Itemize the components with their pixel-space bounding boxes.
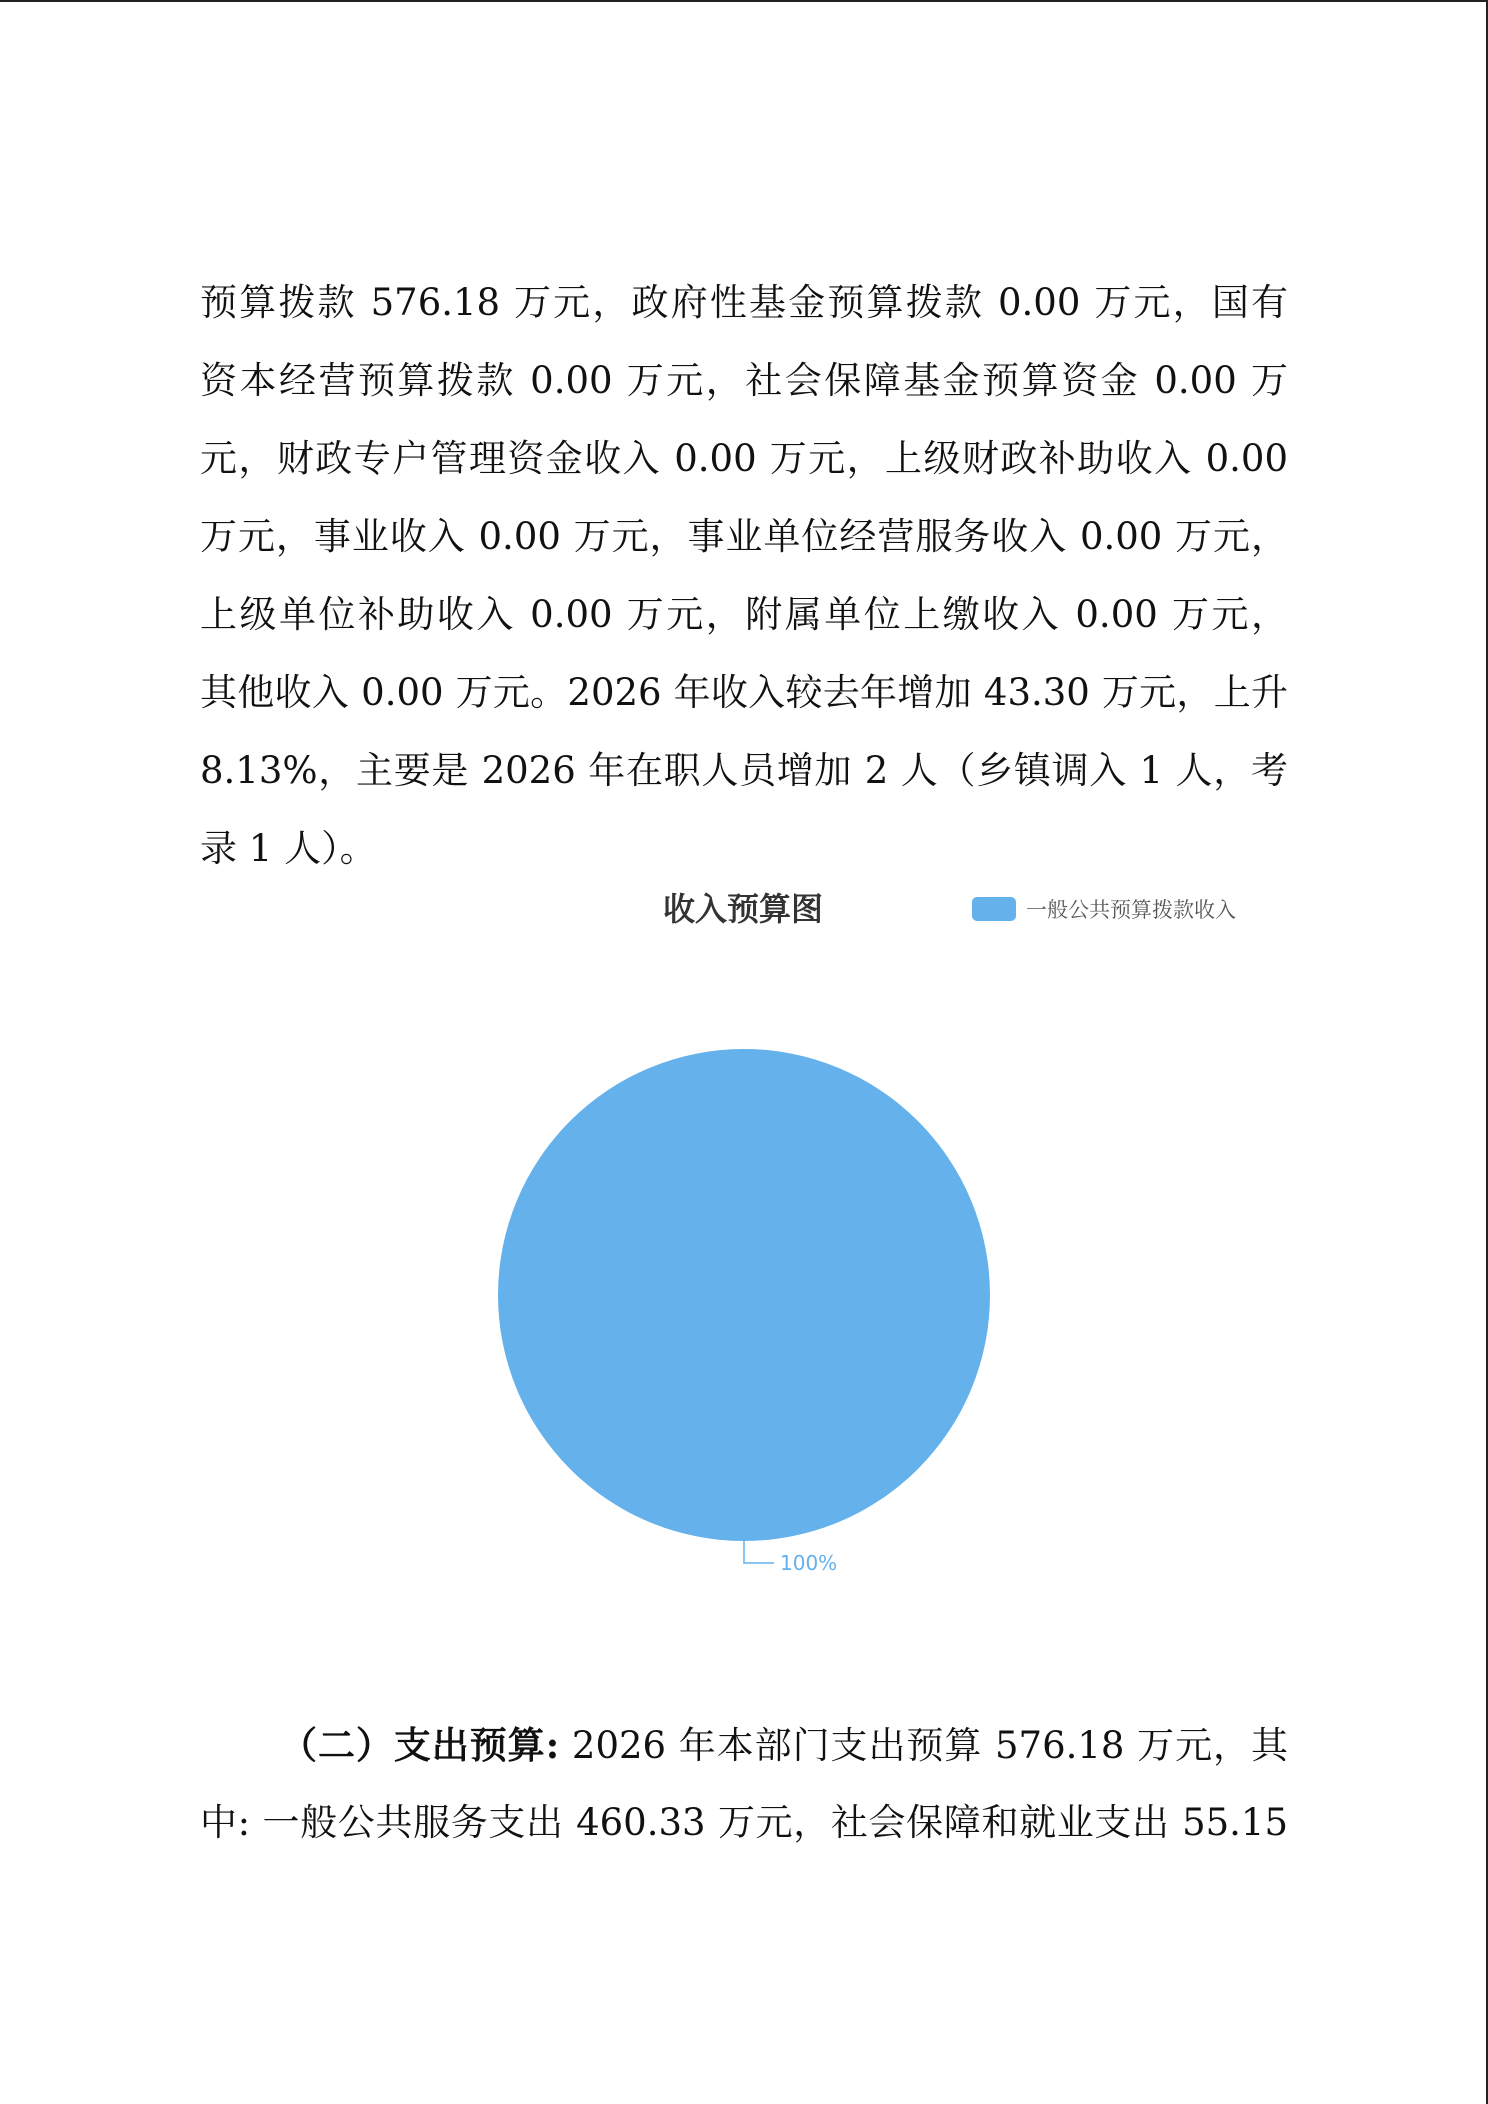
pie-slice (498, 1049, 990, 1541)
pie-data-label: 100% (780, 1551, 838, 1575)
paragraph-line: 中: 一般公共服务支出 460.33 万元，社会保障和就业支出 55.15 (200, 1801, 1288, 1844)
expenditure-paragraph (200, 1706, 1288, 1862)
pie-label-leader (744, 1541, 774, 1563)
paragraph-text: 2026 年本部门支出预算 576.18 万元，其 (559, 1724, 1288, 1767)
paragraph-line: 万元，事业收入 0.00 万元，事业单位经营服务收入 0.00 万元， (200, 515, 1288, 558)
paragraph-line: 8.13%，主要是 2026 年在职人员增加 2 人（乡镇调入 1 人，考 (200, 749, 1288, 792)
income-paragraph (200, 264, 1288, 888)
paragraph-line: 上级单位补助收入 0.00 万元，附属单位上缴收入 0.00 万元， (200, 593, 1288, 636)
page-border-top (0, 0, 1488, 2)
legend-swatch (972, 897, 1016, 921)
paragraph-line: 录 1 人）。 (200, 827, 377, 870)
paragraph-line: 资本经营预算拨款 0.00 万元，社会保障基金预算资金 0.00 万 (200, 359, 1288, 402)
chart-title: 收入预算图 (662, 890, 823, 928)
paragraph-line (200, 1706, 1288, 1784)
legend-label: 一般公共预算拨款收入 (1026, 898, 1236, 922)
chart-legend (972, 894, 1236, 924)
paragraph-line: 预算拨款 576.18 万元，政府性基金预算拨款 0.00 万元，国有 (200, 281, 1288, 324)
paragraph-line: 元，财政专户管理资金收入 0.00 万元，上级财政补助收入 0.00 (200, 437, 1288, 480)
paragraph-line: 其他收入 0.00 万元。2026 年收入较去年增加 43.30 万元，上升 (200, 671, 1288, 714)
section-heading: （二）支出预算: (280, 1723, 560, 1767)
